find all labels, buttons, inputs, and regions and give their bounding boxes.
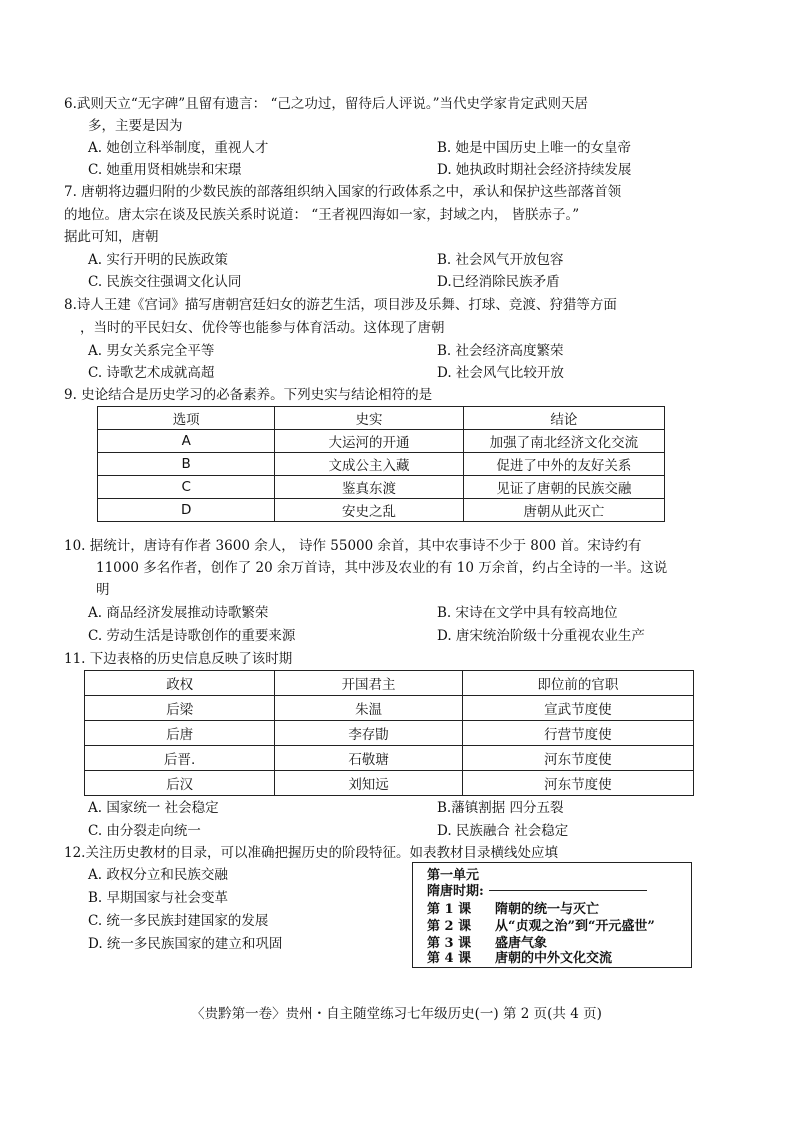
q12-option-a: A. 政权分立和民族交融 <box>88 867 228 883</box>
q9-stem: 9. 史论结合是历史学习的必备素养。下列史实与结论相符的是 <box>64 387 433 403</box>
table-cell: 后汉 <box>85 771 275 796</box>
table-header-cell: 即位前的官职 <box>462 671 693 696</box>
table-cell: 后梁 <box>85 696 275 721</box>
q12-stem: 12.关注历史教材的目录，可以准确把握历史的阶段特征。如表教材目录横线处应填 <box>64 845 558 861</box>
q11-option-b: B.藩镇割据 四分五裂 <box>437 800 564 816</box>
q10-stem-line1: 10. 据统计，唐诗有作者 3600 余人， 诗作 55000 余首，其中农事诗不少于 800 首。宋诗约有 <box>64 538 642 554</box>
table-cell: 见证了唐朝的民族交融 <box>463 476 664 499</box>
q10-stem-line3: 明 <box>96 582 110 598</box>
table-header-cell: 开国君主 <box>275 671 462 696</box>
q7-stem-line1: 7. 唐朝将边疆归附的少数民族的部落组织纳入国家的行政体系之中，承认和保护这些部落首领 <box>64 184 622 200</box>
table-cell: 后唐 <box>85 721 275 746</box>
table-header-cell: 选项 <box>98 407 275 430</box>
table-row <box>98 430 665 453</box>
q10-option-a: A. 商品经济发展推动诗歌繁荣 <box>88 605 269 621</box>
q8-option-d: D. 社会风气比较开放 <box>437 365 564 381</box>
lesson-1-number: 第 1 课 <box>427 902 472 917</box>
q7-stem-line2: 的地位。唐太宗在谈及民族关系时说道： “王者视四海如一家，封域之内， 皆朕赤子。” <box>64 207 580 223</box>
period-label: 隋唐时期: <box>427 884 484 899</box>
q11-stem: 11. 下边表格的历史信息反映了该时期 <box>64 651 293 667</box>
table-cell: 行营节度使 <box>462 721 693 746</box>
q11-table <box>84 670 694 796</box>
table-cell: 唐朝从此灭亡 <box>463 499 664 522</box>
q10-stem-line2: 11000 多名作者，创作了 20 余万首诗，其中涉及农业的有 10 万余首，约占全诗的一半。这说 <box>96 560 668 576</box>
table-row <box>85 771 694 796</box>
table-cell: 安史之乱 <box>275 499 463 522</box>
table-cell: 河东节度使 <box>462 746 693 771</box>
q7-option-a: A. 实行开明的民族政策 <box>88 252 228 268</box>
lesson-3-title: 盛唐气象 <box>495 936 548 951</box>
lesson-3-number: 第 3 课 <box>427 936 472 951</box>
q7-stem-line3: 据此可知，唐朝 <box>64 229 159 245</box>
page-footer: 〈贵黔第一卷〉贵州・自主随堂练习七年级历史(一) 第 2 页(共 4 页) <box>191 1006 602 1022</box>
q9-table <box>97 406 665 522</box>
table-row <box>85 721 694 746</box>
q12-option-b: B. 早期国家与社会变革 <box>88 890 229 906</box>
table-cell: 大运河的开通 <box>275 430 463 453</box>
table-header-row <box>85 671 694 696</box>
table-cell: 朱温 <box>275 696 462 721</box>
table-cell: 文成公主入藏 <box>275 453 463 476</box>
q6-option-b: B. 她是中国历史上唯一的女皇帝 <box>437 140 632 156</box>
q12-textbook-contents-box <box>412 862 692 968</box>
q7-option-c: C. 民族交往强调文化认同 <box>88 274 242 290</box>
q6-option-c: C. 她重用贤相姚崇和宋璟 <box>88 162 242 178</box>
table-cell: 鉴真东渡 <box>275 476 463 499</box>
lesson-4-title: 唐朝的中外文化交流 <box>495 951 613 966</box>
table-header-cell: 结论 <box>463 407 664 430</box>
q11-option-a: A. 国家统一 社会稳定 <box>88 800 219 816</box>
table-header-row <box>98 407 665 430</box>
q8-option-c: C. 诗歌艺术成就高超 <box>88 365 215 381</box>
table-row <box>85 696 694 721</box>
q7-option-b: B. 社会风气开放包容 <box>437 252 564 268</box>
q12-option-c: C. 统一多民族封建国家的发展 <box>88 913 269 929</box>
q7-option-d: D.已经消除民族矛盾 <box>437 274 560 290</box>
table-cell: 后晋. <box>85 746 275 771</box>
table-cell: B <box>98 453 275 476</box>
table-cell: 宣武节度使 <box>462 696 693 721</box>
table-row <box>98 476 665 499</box>
unit-title: 第一单元 <box>427 868 480 883</box>
table-row <box>85 746 694 771</box>
table-cell: C <box>98 476 275 499</box>
lesson-2-title: 从“贞观之治”到“开元盛世” <box>495 919 655 934</box>
table-row <box>98 499 665 522</box>
q6-stem-line1: 6.武则天立“无字碑”且留有遗言： “己之功过，留待后人评说。”当代史学家肯定武则天居 <box>64 96 589 112</box>
q10-option-c: C. 劳动生活是诗歌创作的重要来源 <box>88 628 296 644</box>
q11-option-d: D. 民族融合 社会稳定 <box>437 823 569 839</box>
lesson-4-number: 第 4 课 <box>427 951 472 966</box>
q6-stem-line2: 多，主要是因为 <box>88 118 183 134</box>
lesson-1-title: 隋朝的统一与灭亡 <box>495 902 600 917</box>
q11-option-c: C. 由分裂走向统一 <box>88 823 201 839</box>
q6-option-d: D. 她执政时期社会经济持续发展 <box>437 162 632 178</box>
q8-option-a: A. 男女关系完全平等 <box>88 343 215 359</box>
table-cell: 加强了南北经济文化交流 <box>463 430 664 453</box>
table-cell: 促进了中外的友好关系 <box>463 453 664 476</box>
q12-option-d: D. 统一多民族国家的建立和巩固 <box>88 936 283 952</box>
q8-stem-line2: ，当时的平民妇女、优伶等也能参与体育活动。这体现了唐朝 <box>80 320 445 336</box>
answer-blank-line <box>489 890 647 891</box>
table-cell: A <box>98 430 275 453</box>
lesson-2-number: 第 2 课 <box>427 919 472 934</box>
table-header-cell: 史实 <box>275 407 463 430</box>
q8-stem-line1: 8.诗人王建《宫词》描写唐朝宫廷妇女的游艺生活，项目涉及乐舞、打球、竞渡、狩猎等方面 <box>64 297 617 313</box>
table-cell: 河东节度使 <box>462 771 693 796</box>
q10-option-b: B. 宋诗在文学中具有较高地位 <box>437 605 618 621</box>
table-header-cell: 政权 <box>85 671 275 696</box>
table-cell: D <box>98 499 275 522</box>
q6-option-a: A. 她创立科举制度，重视人才 <box>88 140 269 156</box>
table-cell: 李存勖 <box>275 721 462 746</box>
table-row <box>98 453 665 476</box>
table-cell: 刘知远 <box>275 771 462 796</box>
q10-option-d: D. 唐宋统治阶级十分重视农业生产 <box>437 628 645 644</box>
table-cell: 石敬瑭 <box>275 746 462 771</box>
q8-option-b: B. 社会经济高度繁荣 <box>437 343 564 359</box>
